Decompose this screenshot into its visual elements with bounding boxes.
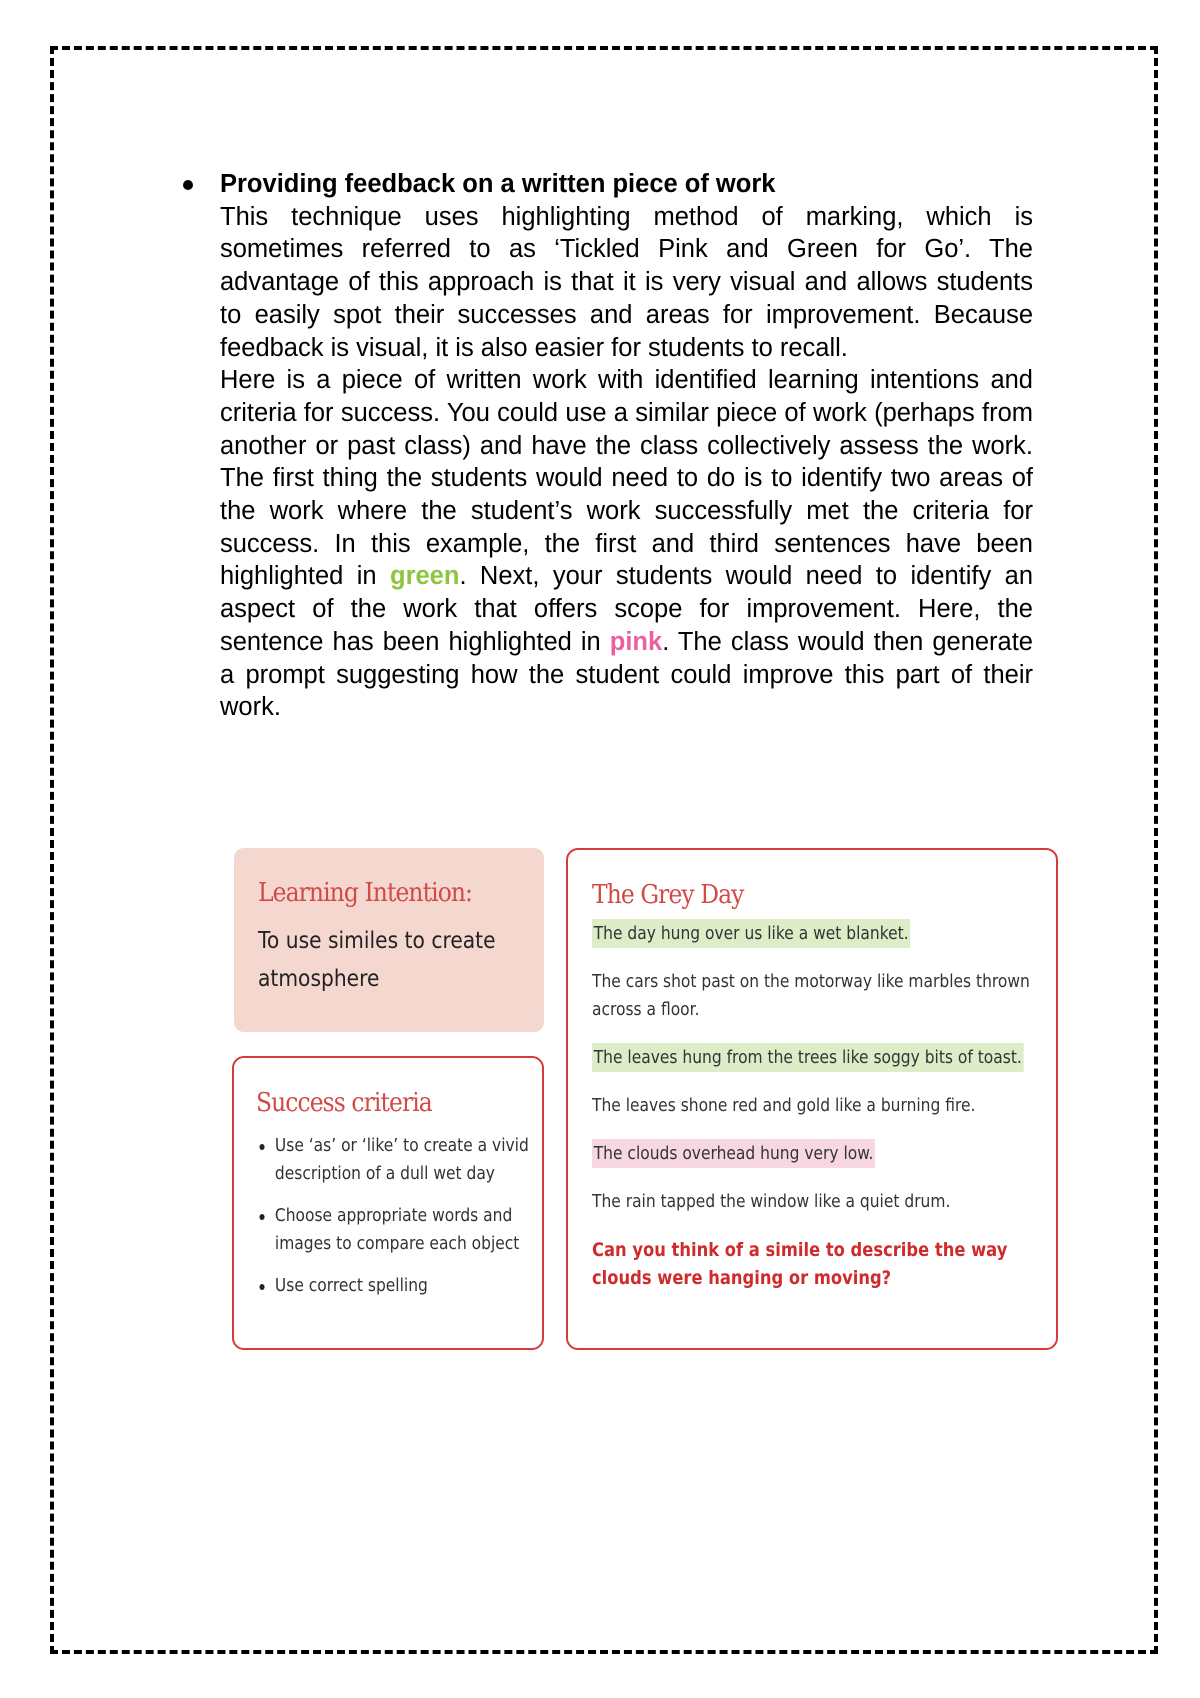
story-line-highlighted-green	[592, 920, 1039, 948]
criteria-item: Use ‘as’ or ‘like’ to create a vivid description of a dull wet day	[256, 1132, 533, 1188]
story-line	[592, 1092, 1039, 1120]
story-line	[592, 1188, 1039, 1216]
paragraph-example-part1: Here is a piece of written work with identified learning intentions and criteria for success. You could use a similar piece of work (perhaps from another or past class) and have the class collectively assess the work. The first thing the students would need to do is to identify two areas of the work where the student’s work successfully met the criteria for success. In this example, the first and third sentences have been highlighted in	[220, 366, 1033, 591]
story-line-text: The day hung over us like a wet blanket.	[592, 919, 910, 948]
paragraph-intro: This technique uses highlighting method of marking, which is sometimes referred to as ‘Tickled Pink and Green for Go’. The advantage of this approach is that it is very visual and allows students to easily spot their successes and areas for improvement. Because feedback is visual, it is also easier for students to recall.	[220, 202, 1033, 362]
learning-intention-panel	[234, 848, 544, 1032]
improvement-prompt: Can you think of a simile to describe the way clouds were hanging or moving?	[592, 1239, 1008, 1289]
story-line	[592, 968, 1039, 1024]
story-line-highlighted-green	[592, 1044, 1039, 1072]
main-content	[183, 168, 1033, 724]
story-line-text: The clouds overhead hung very low.	[592, 1139, 875, 1168]
success-criteria-panel	[232, 1056, 544, 1350]
story-title: The Grey Day	[592, 880, 744, 910]
paragraph-example-part2: . Next, your students would need to identify an aspect of the work that offers scope for improvement. Here, the sentence has been highlighted in	[220, 562, 1034, 656]
criteria-item: Choose appropriate words and images to compare each object	[256, 1202, 533, 1258]
criteria-item: Use correct spelling	[256, 1272, 533, 1300]
success-criteria-title: Success criteria	[256, 1088, 432, 1118]
keyword-green: green	[390, 562, 460, 591]
story-line-highlighted-pink	[592, 1140, 1039, 1168]
bullet-body	[220, 168, 1033, 724]
story-line-text: The rain tapped the window like a quiet drum.	[592, 1191, 951, 1212]
learning-intention-title: Learning Intention:	[258, 878, 473, 908]
learning-intention-text: To use similes to create atmosphere	[258, 928, 496, 992]
story-line-text: The cars shot past on the motorway like marbles thrown across a floor.	[592, 971, 1030, 1020]
keyword-pink: pink	[609, 627, 663, 656]
paragraph-example-part3: . The class would then generate a prompt suggesting how the student could improve this part of their work.	[220, 627, 1033, 722]
story-line-text: The leaves hung from the trees like soggy bits of toast.	[592, 1043, 1024, 1072]
bullet-icon	[183, 180, 193, 190]
grey-day-story-panel	[566, 848, 1058, 1350]
story-line-text: The leaves shone red and gold like a burning fire.	[592, 1095, 976, 1116]
feedback-bullet	[183, 168, 1033, 724]
section-heading: Providing feedback on a written piece of work	[220, 170, 776, 198]
paragraph-example	[220, 364, 1033, 724]
success-criteria-list	[256, 1132, 529, 1300]
